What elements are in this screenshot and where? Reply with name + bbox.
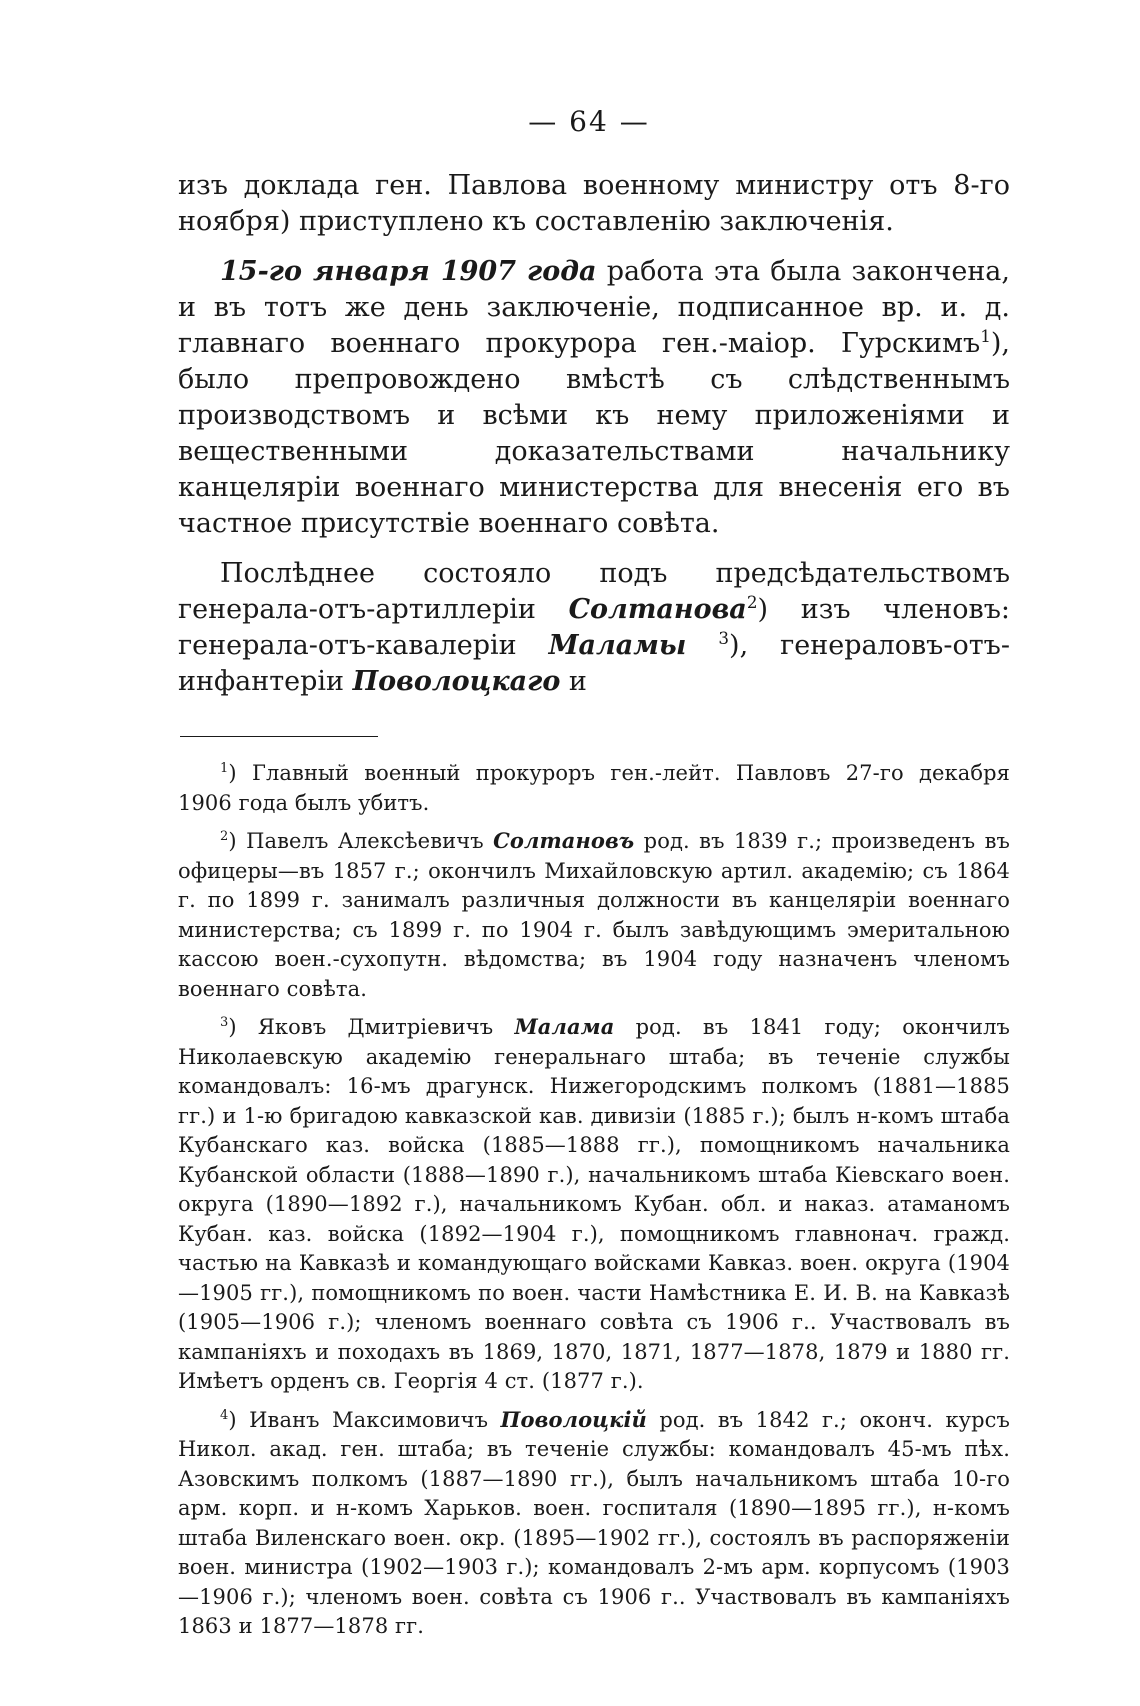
- footnote-ref-2: 2: [746, 592, 758, 612]
- footnote-mark: 4: [220, 1407, 229, 1423]
- name-soltanov: Солтанова: [568, 594, 747, 625]
- date-italic: 15-го января 1907 года: [220, 256, 597, 287]
- paragraph-3-text-b: ) изъ членовъ: генерала-отъ-кавалеріи: [178, 594, 1010, 661]
- body-paragraph-2: [178, 254, 1010, 542]
- footnote-text-b: род. въ 1839 г.; произведенъ въ офицеры—въ 1857 г.; окончилъ Михайловскую артил. академію; съ 1864 г. по 1899 г. занималъ различныя должности въ канцеляріи военнаго министерства; съ 1899 г. по 1904 г. былъ завѣдующимъ эмеритальною кассою воен.-сухопутн. вѣдомства; въ 1904 году назначенъ членомъ военнаго совѣта.: [178, 829, 1010, 1001]
- name-povolotsky: Поволоцкаго: [352, 666, 561, 697]
- paragraph-2-text-b: ), было препровождено вмѣстѣ съ слѣдственнымъ производствомъ и всѣми къ нему приложеніями и вещественными доказательствами начальнику канцеляріи военнаго министерства для внесенія его въ частное присутствіе военнаго совѣта.: [178, 328, 1010, 539]
- footnote-text-b: род. въ 1841 году; окончилъ Николаевскую академію генеральнаго штаба; въ теченіе службы командовалъ: 16-мъ драгунск. Нижегородскимъ полкомъ (1881—1885 гг.) и 1-ю бригадою кавказской кав. дивизіи (1885 г.); былъ н-комъ штаба Кубанскаго каз. войска (1885—1888 гг.), помощникомъ начальника Кубанской области (1888—1890 г.), начальникомъ штаба Кіевскаго воен. округа (1890—1892 г.), начальникомъ Кубан. обл. и наказ. атаманомъ Кубан. каз. войска (1892—1904 г.), помощникомъ главнонач. гражд. частью на Кавказѣ и командующаго войсками Кавказ. воен. округа (1904—1905 гг.), помощникомъ по воен. части Намѣстника Е. И. В. на Кавказѣ (1905—1906 г.); членомъ военнаго совѣта съ 1906 г.. Участвовалъ въ кампаніяхъ и походахъ въ 1869, 1870, 1871, 1877—1878, 1879 и 1880 гг. Имѣетъ орденъ св. Георгія 4 ст. (1877 г.).: [178, 1015, 1010, 1393]
- footnote-text: ) Главный военный прокуроръ ген.-лейт. Павловъ 27-го декабря 1906 года былъ убитъ.: [178, 761, 1010, 815]
- footnote-mark: 2: [220, 829, 229, 844]
- paragraph-1-text: изъ доклада ген. Павлова военному министру отъ 8-го ноября) приступлено къ составленію заключенія.: [178, 170, 1010, 237]
- body-paragraph-3: [178, 556, 1010, 700]
- footnote-text-b: род. въ 1842 г.; оконч. курсъ Никол. акад. ген. штаба; въ теченіе службы: командовалъ 45-мъ пѣх. Азовскимъ полкомъ (1887—1890 гг.), былъ начальникомъ штаба 10-го арм. корп. и н-комъ Харьков. воен. госпиталя (1890—1895 гг.), н-комъ штаба Виленскаго воен. окр. (1895—1902 гг.), состоялъ въ распоряженіи воен. министра (1902—1903 г.); командовалъ 2-мъ арм. корпусомъ (1903—1906 г.); членомъ воен. совѣта съ 1906 г.. Участвовалъ въ кампаніяхъ 1863 и 1877—1878 гг.: [178, 1407, 1010, 1638]
- paragraph-3-text-d: и: [560, 666, 587, 697]
- paragraph-3-text-a: Послѣднее состояло подъ предсѣдательствомъ генерала-отъ-артиллеріи: [178, 558, 1010, 625]
- page-number: — 64 —: [528, 105, 650, 138]
- footnote-text-a: ) Яковъ Дмитріевичъ: [228, 1015, 515, 1039]
- footnote-4: [178, 1405, 1010, 1642]
- footnote-3: [178, 1012, 1010, 1397]
- name-malama: Маламы: [548, 630, 687, 661]
- footnote-text-a: ) Иванъ Максимовичъ: [228, 1407, 501, 1432]
- body-paragraph-1: [178, 168, 1010, 240]
- footnote-1: [178, 759, 1010, 818]
- footnote-name: Поволоцкій: [500, 1406, 647, 1432]
- footnote-name: Солтановъ: [493, 828, 635, 853]
- footnote-ref-1: 1: [980, 326, 991, 346]
- footnote-mark: 1: [220, 761, 229, 776]
- paragraph-2-text-a: работа эта была закончена, и въ тотъ же день заключеніе, подписанное вр. и. д. главнаго военнаго прокурора ген.-маіор. Гурскимъ: [178, 256, 1010, 359]
- footnote-name: Малама: [514, 1014, 615, 1039]
- footnote-divider: [180, 736, 378, 737]
- footnote-mark: 3: [220, 1015, 229, 1030]
- footnote-ref-3: 3: [718, 628, 730, 648]
- footnote-text-a: ) Павелъ Алексѣевичъ: [228, 829, 494, 853]
- paragraph-3-text-c: ), генераловъ-отъ-инфантеріи: [178, 630, 1010, 697]
- footnote-2: [178, 826, 1010, 1004]
